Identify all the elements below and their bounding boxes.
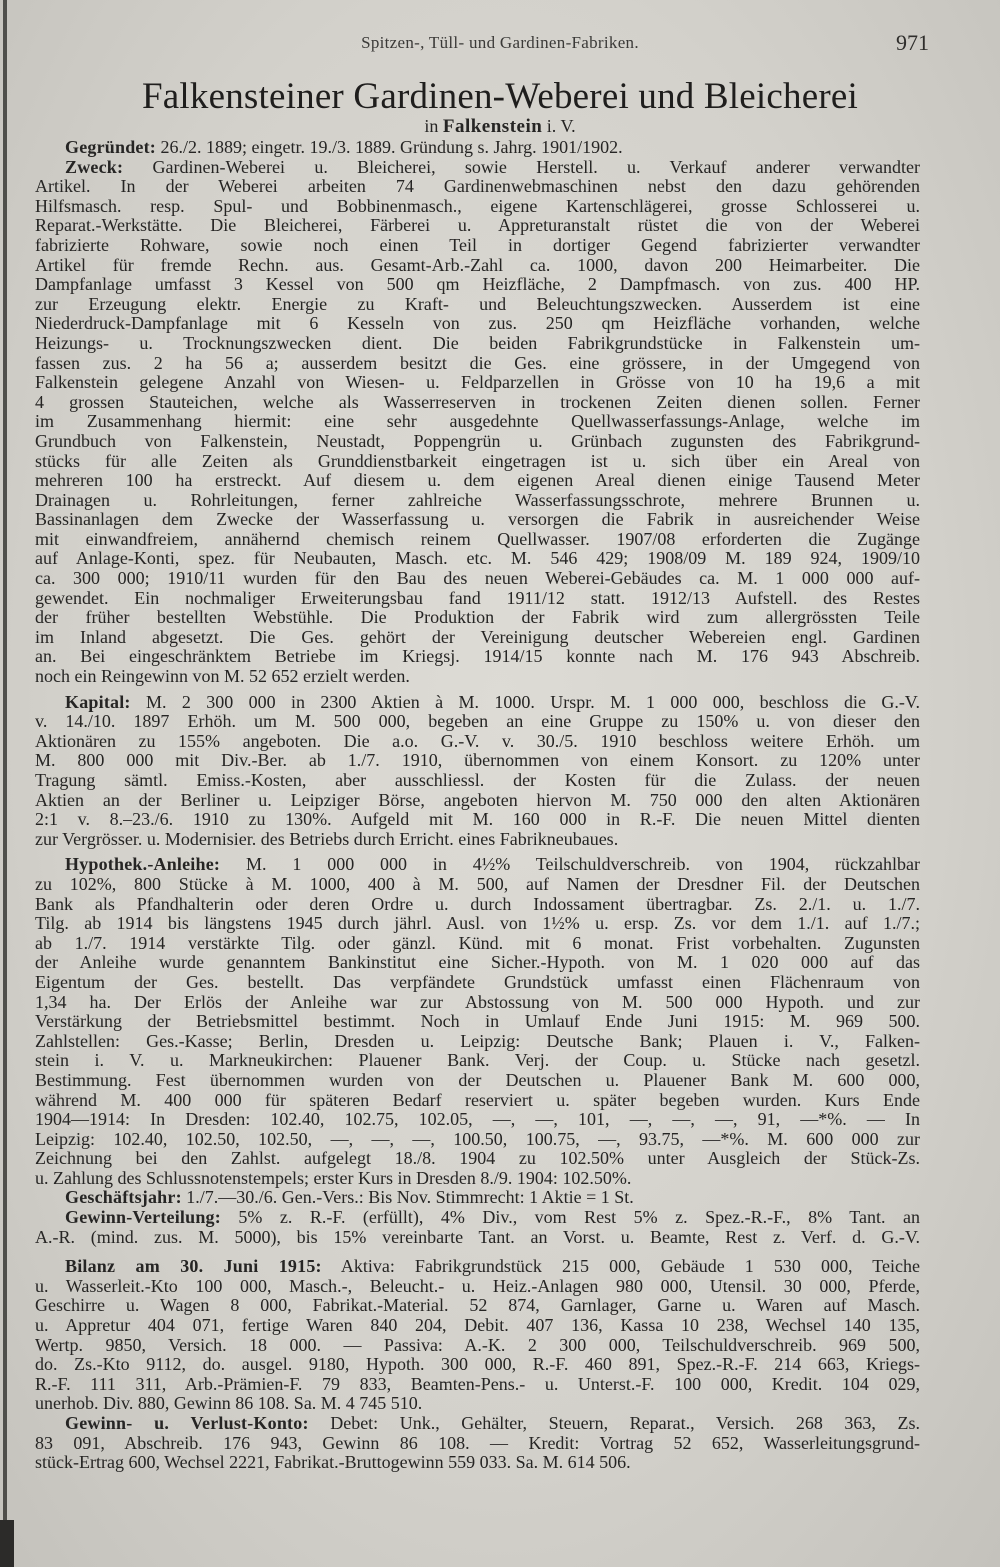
line-text: R.-F. 111 311, Arb.-Prämien-F. 79 833, Beamten-Pens.- u. Unterst.-F. 100 000, Kredit. 104 029,: [35, 1373, 920, 1394]
line-text: 2:1 v. 8.–23./6. 1910 zu 130%. Aufgeld mit M. 160 000 in R.-F. Die neuen Mittel dienten: [35, 809, 920, 830]
text-line: [35, 393, 920, 413]
text-line: [35, 1110, 920, 1130]
line-text: u. Wasserleit.-Kto 100 000, Masch.-, Beleucht.- u. Heiz.-Anlagen 980 000, Utensil. 30 000, Pferde,: [35, 1275, 920, 1296]
paragraph-geschaeftsjahr: [35, 1188, 920, 1208]
line-text: zu 102%, 800 Stücke à M. 1000, 400 à M. 500, auf Namen der Dresdner Fil. der Deutschen: [35, 873, 920, 894]
text-line: [35, 1434, 920, 1454]
section-label: Gegründet:: [65, 137, 156, 157]
text-line: [35, 810, 920, 830]
line-text: Verstärkung der Betriebsmittel bestimmt. Noch in Umlauf Ende Juni 1915: M. 969 500.: [35, 1011, 920, 1032]
paragraph-gegruendet: [35, 138, 920, 158]
line-text: Niederdruck-Dampfanlage mit 6 Kesseln von zus. 250 qm Heizfläche vorhanden, welche: [35, 313, 920, 334]
text-line: [35, 1012, 920, 1032]
text-line: [35, 354, 920, 374]
text-line: [35, 530, 920, 550]
text-line: [35, 771, 920, 791]
text-line: [35, 334, 920, 354]
line-text: Artikel für fremde Rechn. aus. Gesamt-Arb.-Zahl ca. 1000, davon 200 Heimarbeiter. Die: [35, 254, 920, 275]
line-text: stein i. V. u. Markneukirchen: Plauener Bank. Verj. der Coup. u. Stücke nach gesetzl.: [35, 1050, 920, 1071]
line-text: Leipzig: 102.40, 102.50, 102.50, —, —, —, 100.50, 100.75, —, 93.75, —*%. M. 600 000 zur: [35, 1128, 920, 1149]
line-text: gewendet. Ein nochmaliger Erweiterungsbau fand 1911/12 statt. 1912/13 Aufstell. des Restes: [35, 587, 920, 608]
line-text: M. 800 000 mit Div.-Ber. ab 1./7. 1910, übernommen von einem Konsort. zu 120% unter: [35, 750, 920, 771]
running-header: Spitzen-, Tüll- und Gardinen-Fabriken.: [361, 33, 639, 52]
text-line: [35, 1394, 920, 1414]
text-line: [35, 295, 920, 315]
line-text: 1,34 ha. Der Erlös der Anleihe war zur Abstossung von M. 500 000 Hypoth. und zur: [35, 991, 920, 1012]
line-text: Bestimmung. Fest übernommen wurden von der Deutschen u. Plauener Bank M. 600 000,: [35, 1069, 920, 1090]
text-line: [35, 973, 920, 993]
text-line: [35, 1277, 920, 1297]
line-text: Wertp. 9850, Versich. 18 000. — Passiva: A.-K. 2 300 000, Teilschuldverschreib. 969 500,: [35, 1334, 920, 1355]
text-line: [35, 608, 920, 628]
line-text: v. 14./10. 1897 Erhöh. um M. 500 000, begeben an eine Gruppe zu 150% u. von dieser den: [35, 711, 920, 732]
line-text: Dampfanlage umfasst 3 Kessel von 500 qm Heizfläche, 2 Dampfmasch. von zus. 400 HP.: [35, 274, 920, 295]
line-text: ca. 300 000; 1910/11 wurden für den Bau des neuen Weberei-Gebäudes ca. M. 1 000 000 auf-: [35, 568, 920, 589]
section-label: Bilanz am 30. Juni 1915:: [65, 1256, 322, 1277]
line-text: Zahlstellen: Ges.-Kasse; Berlin, Dresden u. Leipzig: Deutsche Bank; Plauen i. V., Falken-: [35, 1030, 920, 1051]
text-line: [35, 158, 920, 178]
line-text: Gardinen-Weberei u. Bleicherei, sowie Herstell. u. Verkauf anderer verwandter: [152, 156, 921, 177]
line-text: fassen zus. 2 ha 56 a; ausserdem besitzt die Ges. eine grössere, in der Umgegend von: [35, 352, 920, 373]
line-text: stücks für alle Zeiten als Grunddienstbarkeit eingetragen ist u. sich über ein Areal von: [35, 450, 920, 471]
text-line: [35, 452, 920, 472]
line-text: im Inland abgesetzt. Die Ges. gehört der Vereinigung deutscher Webereien engl. Gardinen: [35, 626, 920, 647]
line-text: Falkenstein gelegene Anzahl von Wiesen- u. Feldparzellen in Grösse von 10 ha 19,6 a mit: [35, 372, 920, 393]
line-text: Aktiva: Fabrikgrundstück 215 000, Gebäude 1 530 000, Teiche: [340, 1256, 920, 1277]
text-line: [35, 1414, 920, 1434]
page-corner-shadow: [0, 1520, 14, 1567]
location-place: Falkenstein: [442, 116, 543, 137]
text-line: [35, 647, 920, 667]
text-line: [35, 138, 920, 158]
text-line: [35, 1316, 920, 1336]
line-text: auf Anlage-Konti, spez. für Neubauten, Masch. etc. M. 546 429; 1908/09 M. 189 924, 1909/10: [35, 548, 920, 569]
text-line: [35, 549, 920, 569]
text-line: [35, 1296, 920, 1316]
line-text: 1./7.—30./6. Gen.-Vers.: Bis Nov. Stimmrecht: 1 Aktie = 1 St.: [186, 1187, 634, 1208]
text-line: [35, 373, 920, 393]
line-text: Eigentum der Ges. bestellt. Das verpfändete Grundstück umfasst einen Flächenraum von: [35, 971, 920, 992]
line-text: 26./2. 1889; eingetr. 19./3. 1889. Gründung s. Jahrg. 1901/1902.: [160, 137, 623, 157]
line-text: Tragung sämtl. Emiss.-Kosten, aber ausschliessl. der Kosten für die Zulass. der neuen: [35, 770, 920, 790]
line-text: Aktionären zu 155% angeboten. Die a.o. G.-V. v. 30./5. 1910 beschloss weitere Erhöh. um: [35, 730, 920, 751]
line-text: Debet: Unk., Gehälter, Steuern, Reparat., Versich. 268 363, Zs.: [330, 1413, 920, 1433]
text-line: [35, 712, 920, 732]
text-line: [35, 1032, 920, 1052]
text-line: [35, 993, 920, 1013]
text-line: [35, 569, 920, 589]
line-text: fabrizierte Rohware, sowie noch einen Teil in dortiger Gegend fabrizierter verwandter: [35, 234, 920, 255]
line-text: Reparat.-Werkstätte. Die Bleicherei, Färberei u. Appreturanstalt rüstet die von der Weberei: [35, 215, 920, 236]
text-line: [35, 791, 920, 811]
text-line: [35, 830, 920, 850]
text-line: [35, 914, 920, 934]
text-line: [35, 751, 920, 771]
text-line: [35, 628, 920, 648]
text-line: [35, 1355, 920, 1375]
line-text: an. Bei eingeschränktem Betriebe im Kriegsj. 1914/15 konnte nach M. 176 943 Abschreib.: [35, 646, 920, 667]
text-line: [35, 1375, 920, 1395]
text-line: [35, 491, 920, 511]
line-text: 83 091, Abschreib. 176 943, Gewinn 86 108. — Kredit: Vortrag 52 652, Wasserleitungsgrund-: [35, 1432, 920, 1453]
text-line: [35, 1257, 920, 1277]
text-line: [35, 1149, 920, 1169]
text-line: [35, 1188, 920, 1208]
text-line: [35, 732, 920, 752]
text-line: [35, 1169, 920, 1189]
text-line: [35, 953, 920, 973]
line-text: während M. 400 000 für späteren Bedarf reserviert u. später begeben wurden. Kurs Ende: [35, 1089, 920, 1110]
text-line: [35, 589, 920, 609]
line-text: Grundbuch von Falkenstein, Neustadt, Poppengrün u. Grünbach zugunsten des Fabrikgrund-: [35, 430, 920, 451]
text-line: [35, 216, 920, 236]
text-line: [35, 236, 920, 256]
text-line: [35, 510, 920, 530]
section-label: Zweck:: [65, 156, 124, 177]
line-text: do. Zs.-Kto 9112, do. ausgel. 9180, Hypoth. 300 000, R.-F. 460 891, Spez.-R.-F. 214 663, Kriegs-: [35, 1354, 920, 1375]
text-line: [35, 667, 920, 687]
text-line: [35, 934, 920, 954]
text-line: [35, 1130, 920, 1150]
text-line: [35, 471, 920, 491]
line-text: Geschirre u. Wagen 8 000, Fabrikat.-Material. 52 874, Garnlager, Garne u. Waren auf Masch.: [35, 1295, 920, 1316]
entry-body: [35, 138, 920, 1473]
line-text: Heizungs- u. Trocknungszwecken dient. Die beiden Fabrikgrundstücke in Falkenstein um-: [35, 332, 920, 353]
line-text: mit einwandfreiem, annähernd chemisch reinem Quellwasser. 1907/08 erforderten die Zugänge: [35, 528, 920, 549]
section-label: Gewinn-Verteilung:: [65, 1207, 221, 1228]
line-text: u. Appretur 404 071, fertige Waren 840 204, Debit. 407 136, Kassa 10 238, Wechsel 140 135,: [35, 1315, 920, 1336]
line-text: M. 1 000 000 in 4½% Teilschuldverschreib. von 1904, rückzahlbar: [245, 854, 920, 875]
line-text: A.-R. (mind. zus. M. 5000), bis 15% vereinbarte Tant. an Vorst. u. Beamte, Rest z. Verf. d. G.-V.: [35, 1226, 920, 1247]
company-title: Falkensteiner Gardinen-Weberei und Bleicherei: [142, 76, 858, 117]
text-line: [35, 314, 920, 334]
page-binding-edge: [3, 0, 7, 1567]
line-text: Tilg. ab 1914 bis längstens 1945 durch jährl. Ausl. von 1½% u. ersp. Zs. vor dem 1./1. auf 1./7.;: [35, 913, 920, 934]
line-text: stück-Ertrag 600, Wechsel 2221, Fabrikat.-Bruttogewinn 559 033. Sa. M. 614 506.: [35, 1452, 631, 1473]
line-text: der früher bestellten Webstühle. Die Produktion der Fabrik wird zum allergrössten Teile: [35, 607, 920, 628]
text-line: [35, 177, 920, 197]
line-text: M. 2 300 000 in 2300 Aktien à M. 1000. Urspr. M. 1 000 000, beschloss die G.-V.: [145, 691, 920, 712]
text-line: [35, 1336, 920, 1356]
line-text: 1904—1914: In Dresden: 102.40, 102.75, 102.05, —, —, 101, —, —, —, 91, —*%. — In: [35, 1109, 920, 1130]
text-line: [35, 256, 920, 276]
text-line: [35, 693, 920, 713]
section-label: Hypothek.-Anleihe:: [65, 854, 221, 875]
line-text: 4 grossen Stauteichen, welche als Wasserreserven in trockenen Zeiten dienen sollen. Ferner: [35, 391, 920, 412]
text-line: [35, 412, 920, 432]
text-line: [35, 1228, 920, 1248]
text-line: [35, 432, 920, 452]
line-text: unerhob. Div. 880, Gewinn 86 108. Sa. M. 4 745 510.: [35, 1393, 423, 1414]
text-line: [35, 875, 920, 895]
text-line: [35, 1091, 920, 1111]
line-text: Artikel. In der Weberei arbeiten 74 Gardinenwebmaschinen nebst den dazu gehörenden: [35, 176, 920, 197]
text-line: [35, 275, 920, 295]
text-line: [35, 1051, 920, 1071]
section-label: Geschäftsjahr:: [65, 1187, 182, 1208]
line-text: Bank als Pfandhalterin oder deren Ordre u. durch Indossament übertragbar. Zs. 2./1. u. 1./7.: [35, 893, 920, 914]
line-text: zur Erzeugung elektr. Energie zu Kraft- und Beleuchtungszwecken. Ausserdem ist eine: [35, 293, 920, 314]
paragraph-gewinn-verlust-konto: [35, 1414, 920, 1473]
text-line: [35, 1208, 920, 1228]
page-number: 971: [896, 30, 929, 55]
paragraph-kapital: [35, 693, 920, 850]
line-text: der Anleihe wurde genanntem Bankinstitut eine Sicher.-Hypoth. von M. 1 020 000 auf das: [35, 952, 920, 973]
text-line: [35, 197, 920, 217]
text-line: [35, 1071, 920, 1091]
line-text: noch ein Reingewinn von M. 52 652 erzielt werden.: [35, 666, 410, 687]
line-text: zur Vergrösser. u. Modernisier. des Betriebs durch Erricht. eines Fabrikneubaues.: [35, 828, 619, 849]
paragraph-zweck: [35, 158, 920, 687]
line-text: Aktien an der Berliner u. Leipziger Börse, angeboten hiervon M. 750 000 den alten Aktionären: [35, 789, 920, 810]
section-label: Kapital:: [65, 691, 131, 712]
line-text: im Zusammenhang hiermit: eine sehr ausgedehnte Quellwasserfassungs-Anlage, welche im: [35, 411, 920, 432]
location-suffix: i. V.: [546, 116, 576, 136]
text-line: [35, 855, 920, 875]
line-text: ab 1./7. 1914 verstärkte Tilg. oder gänzl. Künd. mit 6 monat. Frist vorbehalten. Zugunsten: [35, 932, 920, 953]
line-text: mehreren 100 ha erstreckt. Auf diesem u. dem eigenen Areal dienen einige Tausend Meter: [35, 470, 920, 491]
text-line: [35, 1453, 920, 1473]
location-prefix: in: [424, 116, 439, 136]
paragraph-bilanz: [35, 1257, 920, 1414]
paragraph-hypothek: [35, 855, 920, 1188]
section-label: Gewinn- u. Verlust-Konto:: [65, 1413, 309, 1433]
text-line: [35, 895, 920, 915]
line-text: Zeichnung bei den Zahlst. aufgelegt 18./8. 1904 zu 102.50% unter Ausgleich der Stück-Zs.: [35, 1148, 920, 1169]
line-text: u. Zahlung des Schlussnotenstempels; erster Kurs in Dresden 8./9. 1904: 102.50%.: [35, 1167, 632, 1188]
company-location: [300, 116, 700, 136]
line-text: Hilfsmasch. resp. Spul- und Bobbinenmasch., eigene Kartenschlägerei, grosse Schlosserei u.: [35, 195, 920, 216]
line-text: 5% z. R.-F. (erfüllt), 4% Div., vom Rest 5% z. Spez.-R.-F., 8% Tant. an: [238, 1207, 920, 1228]
line-text: Drainagen u. Rohrleitungen, ferner zahlreiche Wasserfassungsschrote, mehrere Brunnen u.: [35, 489, 920, 510]
line-text: Bassinanlagen dem Zwecke der Wasserfassung u. versorgen die Fabrik in ausreichender Weise: [35, 509, 920, 530]
paragraph-gewinn-verteilung: [35, 1208, 920, 1247]
